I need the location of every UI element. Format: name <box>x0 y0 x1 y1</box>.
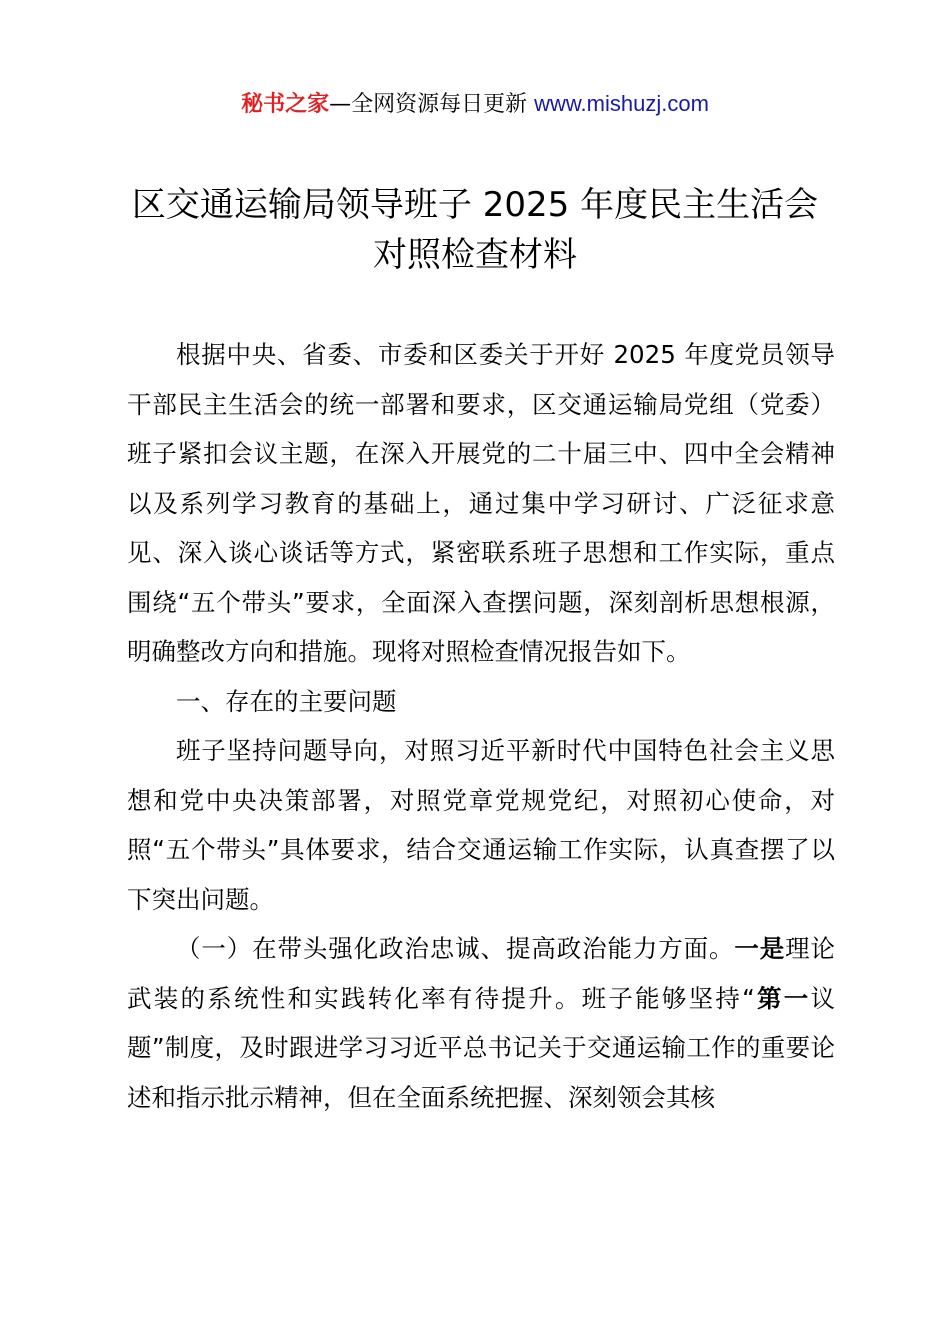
bold-marker-first: 一是 <box>734 934 786 963</box>
intro-paragraph: 根据中央、省委、市委和区委关于开好 2025 年度党员领导干部民主生活会的统一部署和要求，区交通运输局党组（党委）班子紧扣会议主题，在深入开展党的二十届三中、四中全会精神以及系列学习教育的基础上，通过集中学习研讨、广泛征求意见、深入谈心谈话等方式，紧密联系班子思想和工作实际，重点围绕“五个带头”要求，全面深入查摆问题，深刻剖析思想根源，明确整改方向和措施。现将对照检查情况报告如下。 <box>127 340 835 666</box>
site-banner <box>0 88 950 121</box>
document-body <box>127 330 835 1122</box>
banner-url-link[interactable]: www.mishuzj.com <box>534 91 709 116</box>
subsection-lead: （一）在带头强化政治忠诚、提高政治能力方面。 <box>176 934 735 963</box>
bold-term: 第一 <box>754 983 811 1013</box>
section-paragraph: 班子坚持问题导向，对照习近平新时代中国特色社会主义思想和党中央决策部署，对照党章党规党纪，对照初心使命，对照“五个带头”具体要求，结合交通运输工作实际，认真查摆了以下突出问题。 <box>127 736 835 914</box>
title-line-1: 区交通运输局领导班子 2025 年度民主生活会 <box>131 185 819 225</box>
subsection-text-2: 议题”制度，及时跟进学习习近平总书记关于交通运输工作的重要论述和指示批示精神，但在全面系统把握、深刻领会其核 <box>127 983 835 1112</box>
subsection-paragraph <box>127 924 835 1122</box>
section-heading: 一、存在的主要问题 <box>176 686 397 716</box>
document-title <box>100 180 850 280</box>
banner-brand: 秘书之家 <box>241 92 330 117</box>
title-line-2: 对照检查材料 <box>373 235 577 275</box>
banner-tagline: —全网资源每日更新 <box>329 92 535 117</box>
subsection-text-1: 理论武装的系统性和实践转化率有待提升。班子能够坚持“ <box>127 934 836 1013</box>
